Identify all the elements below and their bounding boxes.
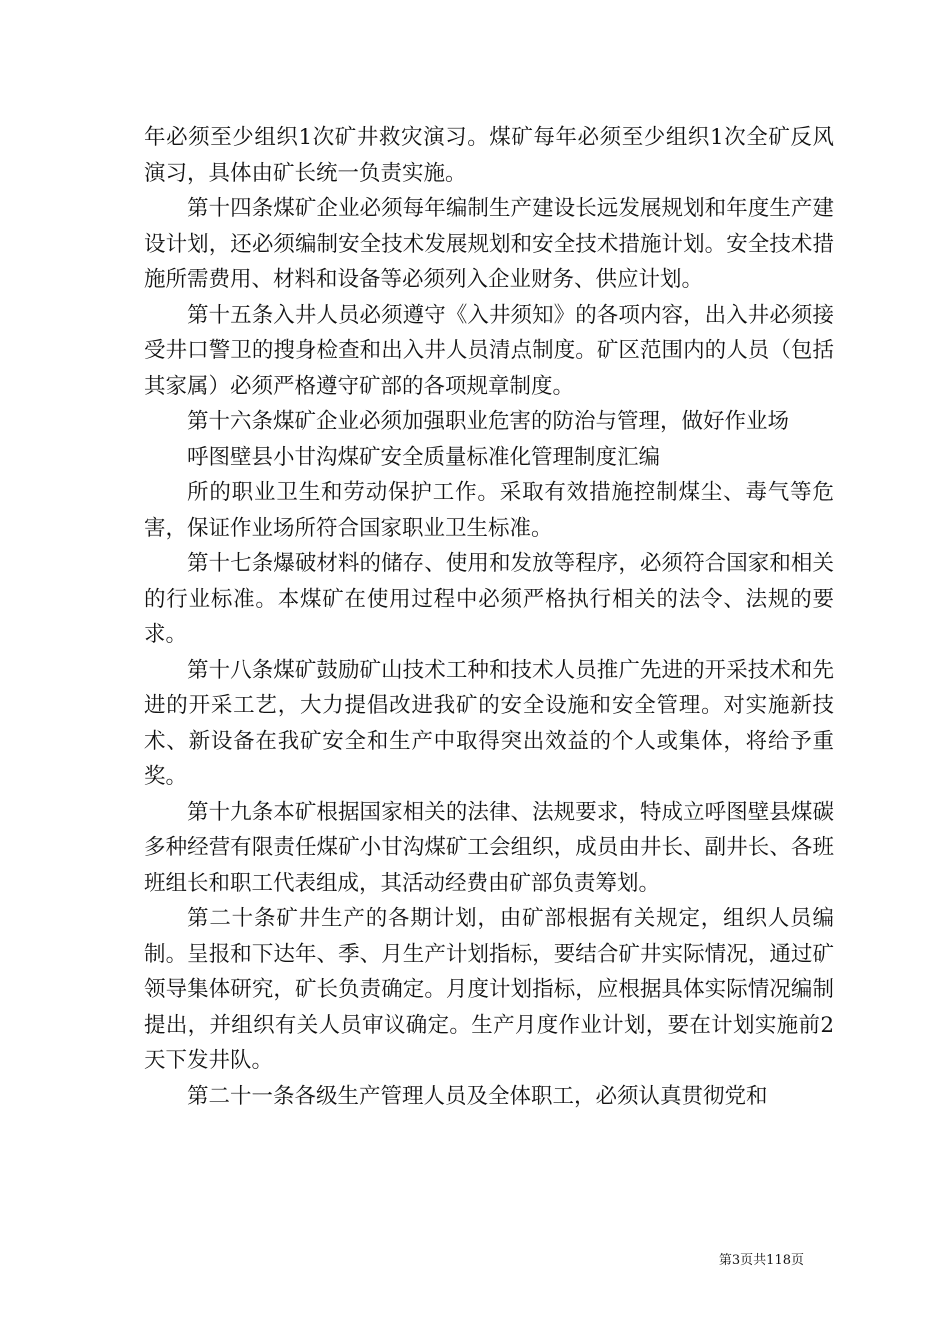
paragraph-article-15: 第十五条入井人员必须遵守《入井须知》的各项内容，出入井必须接受井口警卫的搜身检查和出入井人员清点制度。矿区范围内的人员（包括其家属）必须严格遵守矿部的各项规章制度。 (144, 302, 834, 399)
paragraph-article-21: 第二十一条各级生产管理人员及全体职工，必须认真贯彻党和 (187, 1083, 768, 1109)
paragraph-article-16: 第十六条煤矿企业必须加强职业危害的防治与管理，做好作业场 (187, 409, 790, 434)
paragraph-article-18: 第十八条煤矿鼓励矿山技术工种和技术人员推广先进的开采技术和先进的开采工艺，大力提倡改进我矿的安全设施和安全管理。对实施新技术、新设备在我矿安全和生产中取得突出效益的个人或集体，将给予重奖。 (144, 657, 834, 789)
paragraph-article-14: 第十四条煤矿企业必须每年编制生产建设长远发展规划和年度生产建设计划，还必须编制安全技术发展规划和安全技术措施计划。安全技术措施所需费用、材料和设备等必须列入企业财务、供应计划。 (144, 196, 834, 292)
paragraph-article-17: 第十七条爆破材料的储存、使用和发放等程序，必须符合国家和相关的行业标准。本煤矿在使用过程中必须严格执行相关的法令、法规的要求。 (144, 551, 834, 647)
paragraph-article-16-continued: 所的职业卫生和劳动保护工作。采取有效措施控制煤尘、毒气等危害，保证作业场所符合国家职业卫生标准。 (144, 480, 834, 541)
running-header-title: 呼图壁县小甘沟煤矿安全质量标准化管理制度汇编 (187, 444, 661, 470)
paragraph-continuation: 年必须至少组织1次矿井救灾演习。煤矿每年必须至少组织1次全矿反风演习，具体由矿长统一负责实施。 (144, 125, 834, 186)
document-body (144, 120, 834, 1114)
paragraph-article-20: 第二十条矿井生产的各期计划，由矿部根据有关规定，组织人员编制。呈报和下达年、季、月生产计划指标，要结合矿井实际情况，通过矿领导集体研究，矿长负责确定。月度计划指标，应根据具体实际情况编制提出，并组织有关人员审议确定。生产月度作业计划，要在计划实施前2天下发井队。 (144, 906, 834, 1073)
paragraph-article-19: 第十九条本矿根据国家相关的法律、法规要求，特成立呼图壁县煤碳多种经营有限责任煤矿小甘沟煤矿工会组织，成员由井长、副井长、各班班组长和职工代表组成，其活动经费由矿部负责筹划。 (144, 799, 834, 896)
page-number-footer: 第3页共118页 (718, 1253, 804, 1268)
